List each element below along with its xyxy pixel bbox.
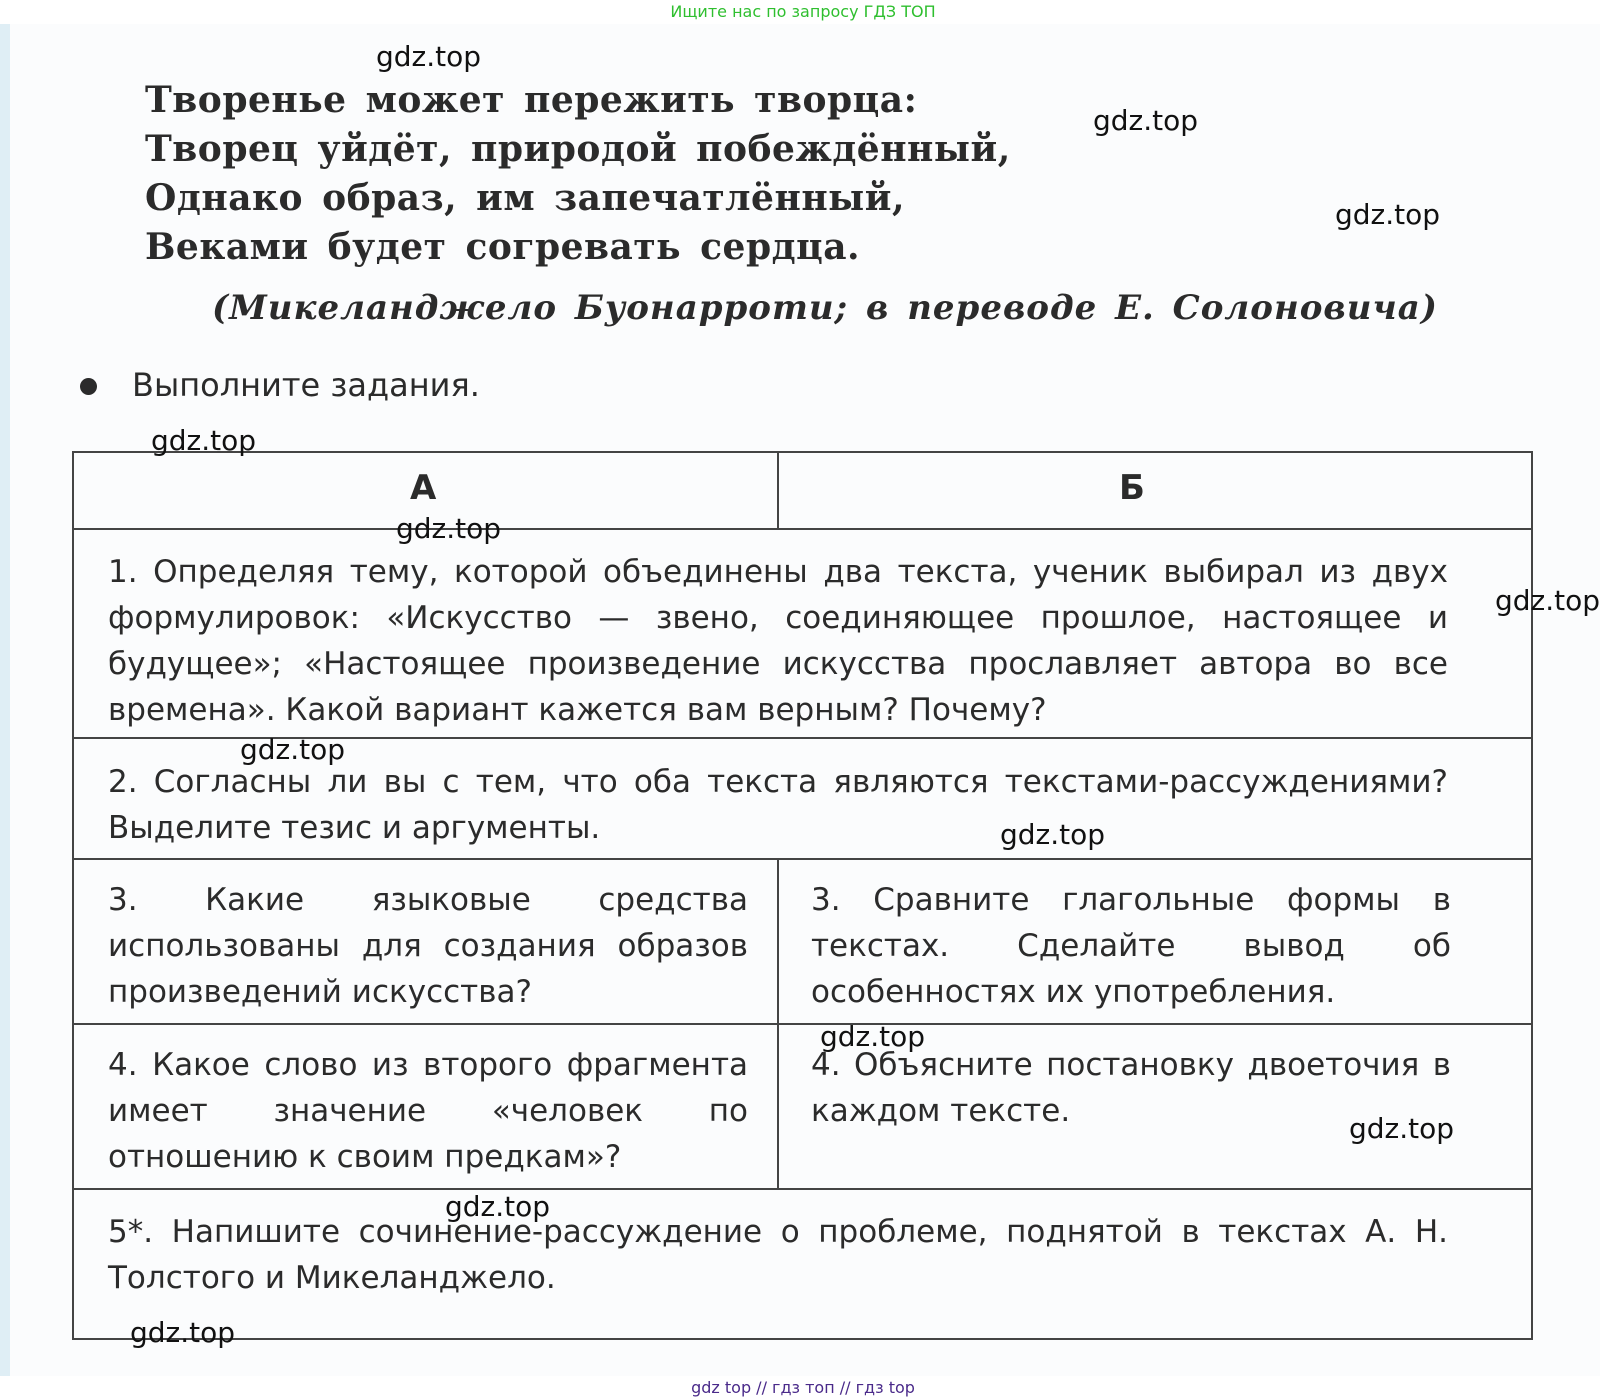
task-5: 5*. Напишите сочинение-рассуждение о проблеме, поднятой в текстах А. Н. Толстого и Микеланджело. bbox=[108, 1214, 1448, 1296]
column-header-a: А bbox=[410, 468, 437, 508]
watermark: gdz.top bbox=[820, 1020, 926, 1053]
watermark: gdz.top bbox=[240, 733, 346, 766]
task-heading: Выполните задания. bbox=[132, 366, 480, 404]
task-4b: 4. Объясните постановку двоеточия в каждом тексте. bbox=[811, 1047, 1451, 1129]
top-banner: Ищите нас по запросу ГДЗ ТОП bbox=[670, 2, 936, 21]
task-4a: 4. Какое слово из второго фрагмента имеет значение «человек по отношению к своим предкам»? bbox=[108, 1047, 748, 1175]
row-divider bbox=[74, 1023, 1531, 1025]
watermark: gdz.top bbox=[445, 1190, 551, 1223]
poem-line: Веками будет согревать сердца. bbox=[145, 226, 861, 268]
column-divider bbox=[777, 453, 779, 528]
watermark: gdz.top bbox=[1000, 818, 1106, 851]
watermark: gdz.top bbox=[376, 40, 482, 73]
watermark: gdz.top bbox=[1335, 198, 1441, 231]
task-2: 2. Согласны ли вы с тем, что оба текста являются текстами-рассуждениями? Выделите тезис и аргументы. bbox=[108, 764, 1448, 846]
watermark: gdz.top bbox=[151, 424, 257, 457]
watermark: gdz.top bbox=[130, 1316, 236, 1349]
watermark: gdz.top bbox=[1495, 584, 1601, 617]
poem-attribution: (Микеланджело Буонарроти; в переводе Е. Солоновича) bbox=[212, 288, 1438, 328]
tasks-table bbox=[72, 451, 1533, 1340]
watermark: gdz.top bbox=[1093, 104, 1199, 137]
row-divider bbox=[74, 528, 1531, 530]
poem-line: Творец уйдёт, природой побеждённый, bbox=[145, 128, 1011, 170]
bottom-banner: gdz top // гдз топ // гдз top bbox=[691, 1378, 915, 1397]
watermark: gdz.top bbox=[396, 512, 502, 545]
row-divider bbox=[74, 1188, 1531, 1190]
column-divider bbox=[777, 858, 779, 1188]
column-header-b: Б bbox=[1119, 468, 1145, 508]
bullet-icon bbox=[80, 378, 97, 395]
poem-line: Однако образ, им запечатлённый, bbox=[145, 177, 905, 219]
task-3a: 3. Какие языковые средства использованы для создания образов произведений искусства? bbox=[108, 882, 748, 1010]
task-1: 1. Определяя тему, которой объединены два текста, ученик выбирал из двух формулировок: «Искусство — звено, соединяющее прошлое, настоящее и будущее»; «Настоящее произведение искусства прославляет автора во все времена». Какой вариант кажется вам верным? Почему? bbox=[108, 554, 1448, 728]
poem-line: Творенье может пережить творца: bbox=[145, 79, 918, 121]
task-3b: 3. Сравните глагольные формы в текстах. Сделайте вывод об особенностях их употребления. bbox=[811, 882, 1451, 1010]
watermark: gdz.top bbox=[1349, 1112, 1455, 1145]
row-divider bbox=[74, 858, 1531, 860]
poem bbox=[145, 76, 1011, 272]
page-edge bbox=[0, 24, 10, 1376]
